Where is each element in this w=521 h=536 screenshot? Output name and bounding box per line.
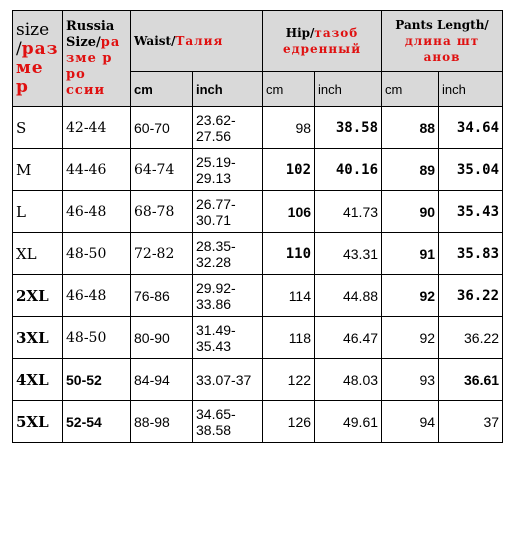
unit-pants-cm: cm (382, 72, 439, 107)
header-size-ru: раз ме р (16, 38, 59, 97)
cell-waist-cm: 84-94 (131, 359, 193, 401)
cell-hip-cm: 102 (263, 149, 315, 191)
header-waist-en: Waist/ (134, 34, 176, 48)
cell-waist-inch: 29.92-33.86 (193, 275, 263, 317)
cell-hip-inch: 43.31 (315, 233, 382, 275)
cell-waist-cm: 80-90 (131, 317, 193, 359)
cell-waist-inch: 33.07-37 (193, 359, 263, 401)
header-size-slash: / (16, 38, 22, 59)
header-hip (263, 11, 382, 72)
size-chart (12, 10, 503, 443)
cell-hip-cm: 98 (263, 107, 315, 149)
cell-hip-inch: 46.47 (315, 317, 382, 359)
cell-waist-cm: 64-74 (131, 149, 193, 191)
cell-waist-inch: 23.62-27.56 (193, 107, 263, 149)
cell-pants-inch: 35.43 (439, 191, 503, 233)
table-row (13, 191, 503, 233)
cell-pants-inch: 34.64 (439, 107, 503, 149)
cell-pants-inch: 36.61 (439, 359, 503, 401)
size-table (12, 10, 503, 443)
cell-russia: 42-44 (63, 107, 131, 149)
cell-waist-cm: 88-98 (131, 401, 193, 443)
unit-waist-cm: cm (131, 72, 193, 107)
cell-pants-inch: 36.22 (439, 275, 503, 317)
cell-waist-cm: 76-86 (131, 275, 193, 317)
cell-hip-cm: 126 (263, 401, 315, 443)
cell-waist-inch: 31.49-35.43 (193, 317, 263, 359)
header-waist (131, 11, 263, 72)
header-size-en: size (16, 19, 50, 40)
cell-russia: 50-52 (63, 359, 131, 401)
table-row (13, 401, 503, 443)
cell-hip-cm: 106 (263, 191, 315, 233)
cell-pants-inch: 35.04 (439, 149, 503, 191)
cell-hip-cm: 114 (263, 275, 315, 317)
cell-size: XL (13, 233, 63, 275)
cell-hip-inch: 48.03 (315, 359, 382, 401)
cell-hip-cm: 110 (263, 233, 315, 275)
table-row (13, 107, 503, 149)
cell-size: M (13, 149, 63, 191)
cell-pants-cm: 89 (382, 149, 439, 191)
header-russia-en: Russia Size/ (66, 18, 115, 50)
table-row (13, 233, 503, 275)
cell-russia: 48-50 (63, 233, 131, 275)
unit-hip-cm: cm (263, 72, 315, 107)
cell-pants-inch: 35.83 (439, 233, 503, 275)
header-pants-en: Pants Length/ (395, 18, 489, 32)
table-row (13, 275, 503, 317)
cell-pants-cm: 88 (382, 107, 439, 149)
cell-pants-cm: 92 (382, 275, 439, 317)
cell-waist-inch: 34.65-38.58 (193, 401, 263, 443)
cell-pants-inch: 36.22 (439, 317, 503, 359)
cell-size: L (13, 191, 63, 233)
cell-size: 5XL (13, 401, 63, 443)
cell-pants-inch: 37 (439, 401, 503, 443)
cell-pants-cm: 93 (382, 359, 439, 401)
cell-russia: 52-54 (63, 401, 131, 443)
cell-russia: 46-48 (63, 275, 131, 317)
cell-size: S (13, 107, 63, 149)
cell-hip-inch: 49.61 (315, 401, 382, 443)
cell-hip-inch: 44.88 (315, 275, 382, 317)
cell-russia: 44-46 (63, 149, 131, 191)
header-pants-ru: длина шт анов (404, 34, 480, 64)
cell-russia: 46-48 (63, 191, 131, 233)
cell-size: 4XL (13, 359, 63, 401)
cell-pants-cm: 90 (382, 191, 439, 233)
cell-hip-inch: 38.58 (315, 107, 382, 149)
header-waist-ru: Талия (175, 34, 224, 48)
header-pants-length (382, 11, 503, 72)
cell-hip-inch: 40.16 (315, 149, 382, 191)
cell-hip-cm: 122 (263, 359, 315, 401)
cell-size: 3XL (13, 317, 63, 359)
unit-hip-inch: inch (315, 72, 382, 107)
table-row (13, 317, 503, 359)
cell-waist-cm: 68-78 (131, 191, 193, 233)
cell-waist-cm: 60-70 (131, 107, 193, 149)
header-russia-ru: ра зме р ро ссии (66, 34, 121, 98)
table-row (13, 149, 503, 191)
header-russia-size (63, 11, 131, 107)
cell-waist-inch: 26.77-30.71 (193, 191, 263, 233)
header-row (13, 11, 503, 72)
header-hip-ru: тазоб едренный (282, 26, 362, 56)
cell-russia: 48-50 (63, 317, 131, 359)
cell-hip-cm: 118 (263, 317, 315, 359)
cell-size: 2XL (13, 275, 63, 317)
cell-waist-inch: 25.19-29.13 (193, 149, 263, 191)
unit-waist-inch: inch (193, 72, 263, 107)
cell-hip-inch: 41.73 (315, 191, 382, 233)
table-row (13, 359, 503, 401)
cell-waist-inch: 28.35-32.28 (193, 233, 263, 275)
unit-pants-inch: inch (439, 72, 503, 107)
header-size (13, 11, 63, 107)
header-hip-en: Hip/ (285, 26, 315, 40)
cell-pants-cm: 91 (382, 233, 439, 275)
cell-pants-cm: 94 (382, 401, 439, 443)
cell-waist-cm: 72-82 (131, 233, 193, 275)
cell-pants-cm: 92 (382, 317, 439, 359)
